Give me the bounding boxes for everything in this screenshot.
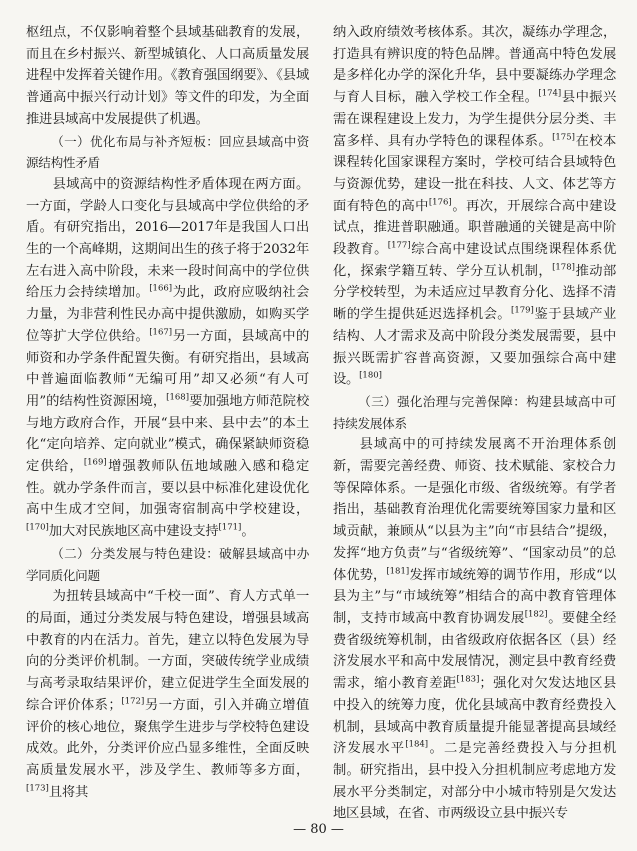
citation-ref: [167] (149, 327, 173, 338)
section-heading-2: （二）分类发展与特色建设：破解县域高中办学同质化问题 (26, 545, 309, 583)
paragraph-resource-structure: 县域高中的资源结构性矛盾体现在两方面。一方面，学龄人口变化与县域高中学位供给的矛盾。有研究指出，2016—2017年是我国人口出生的一个高峰期，这期间出生的孩子将于2032年左右进入高中阶段，未来一段时间高中的学位供给压力会持续增加。[166]为此，政府应吸纳社会力量，为非营利性民办高中提供激励，如购买学位等扩大学位供给。[167]另一方面，县域高中的师资和办学条件配置失衡。有研究指出，县域高中普遍面临教师“无编可用”却又必须“有人可用”的结构性资源困境，[168]要加强地方师范院校与地方政府合作，开展“县中来、县中去”的本土化“定向培养、定向就业”模式，确保紧缺师资稳定供给，[169]增强教师队伍地域融入感和稳定性。就办学条件而言，要以县中标准化建设优化高中生成才空间，加强寄宿制高中学校建设，[170]加大对民族地区高中建设支持[171]。 (26, 176, 310, 540)
section-heading-1: （一）优化布局与补齐短板：回应县域高中资源结构性矛盾 (26, 133, 309, 171)
paragraph-governance: 县域高中的可持续发展离不开治理体系创新，需要完善经费、师资、技术赋能、家校合力等保障体系。一是强化市级、省级统筹。有学者指出，基础教育治理优化需要统筹国家力量和区域贡献，兼顾从“以县为主”向“市县结合”提级，发挥“地方负责”与“省级统筹”、“国家动员”的总体优势，[181]发挥市域统筹的调节作用，形成“以县为主”与“市域统筹”相结合的高中教育管理体制，支持市域高中教育协调发展[182]。要健全经费省级统筹机制，由省级政府依据各区（县）经济发展水平和高中发展情况，测定县中教育经费需求，缩小教育差距[183]；强化对欠发达地区县中投入的统筹力度，优化县域高中教育经费投入机制，县域高中教育质量提升能显著提高县域经济发展水平[184]。二是完善经费投入与分担机制。研究指出，县中投入分担机制应考虑地方发展水平分类制定，对部分中小城市特别是欠发达地区县域，在省、市两级设立县中振兴专 (333, 437, 617, 822)
citation-ref: [173] (26, 783, 49, 794)
citation-ref: [184] (405, 739, 429, 750)
citation-ref: [182] (524, 609, 548, 620)
left-column (26, 22, 309, 803)
citation-ref: [170] (26, 522, 49, 533)
citation-ref: [177] (387, 240, 411, 251)
paragraph-classified-development: 为扭转县域高中“千校一面”、育人方式单一的局面，通过分类发展与特色建设，增强县域高中教育的内在活力。首先，建立以特色发展为导向的分类评价机制。一方面，突破传统学业成绩与高考录取结果评价，建立促进学生全面发展的综合评价体系；[172]另一方面，引入并确立增值评价的核心地位，聚焦学生进步与学校特色建设成效。此外，分类评价应凸显多维性，全面反映高质量发展水平，涉及学生、教师等多方面，[173]且将其 (26, 589, 310, 800)
citation-ref: [169] (83, 457, 107, 468)
citation-ref: [176] (428, 197, 452, 208)
citation-ref: [174] (538, 88, 562, 99)
citation-ref: [172] (121, 696, 145, 707)
citation-ref: [179] (511, 305, 534, 316)
citation-ref: [175] (552, 132, 575, 143)
citation-ref: [180] (359, 370, 382, 381)
citation-ref: [166] (149, 284, 173, 295)
paragraph-continued: 枢纽点，不仅影响着整个县域基础教育的发展，而且在乡村振兴、新型城镇化、人口高质量发展进程中发挥着关键作用。《教育强国纲要》、《县域普通高中振兴行动计划》等文件的印发，为全面推进县域高中发展提供了机遇。 (26, 25, 309, 127)
citation-ref: [183] (456, 674, 480, 685)
citation-ref: [178] (552, 262, 575, 273)
citation-ref: [181] (386, 566, 410, 577)
citation-ref: [168] (166, 392, 190, 403)
page-number: — 80 — (293, 822, 344, 837)
right-column (333, 22, 616, 825)
citation-ref: [171] (218, 522, 242, 533)
paragraph-continued: 纳入政府绩效考核体系。其次，凝练办学理念，打造具有辨识度的特色品牌。普通高中特色发展是多样化办学的深化升华，县中要凝练办学理念与育人目标，融入学校工作全程。[174]县中振兴需在课程建设上发力，为学生提供分层分类、丰富多样、具有办学特色的课程体系。[175]在校本课程转化国家课程方案时，学校可结合县域特色与资源优势，建设一批在科技、人文、体艺等方面有特色的高中[176]。再次，开展综合高中建设试点，推进普职融通。职普融通的关键是高中阶段教育。[177]综合高中建设试点围绕课程体系优化，探索学籍互转、学分互认机制，[178]推动部分学校转型，为未适应过早教育分化、选择不清晰的学生提供延迟选择机会。[179]鉴于县域产业结构、人才需求及高中阶段分类发展需要，县中振兴既需扩容普高资源，又要加强综合高中建设。[180] (333, 25, 617, 388)
section-heading-3: （三）强化治理与完善保障：构建县域高中可持续发展体系 (333, 393, 616, 431)
